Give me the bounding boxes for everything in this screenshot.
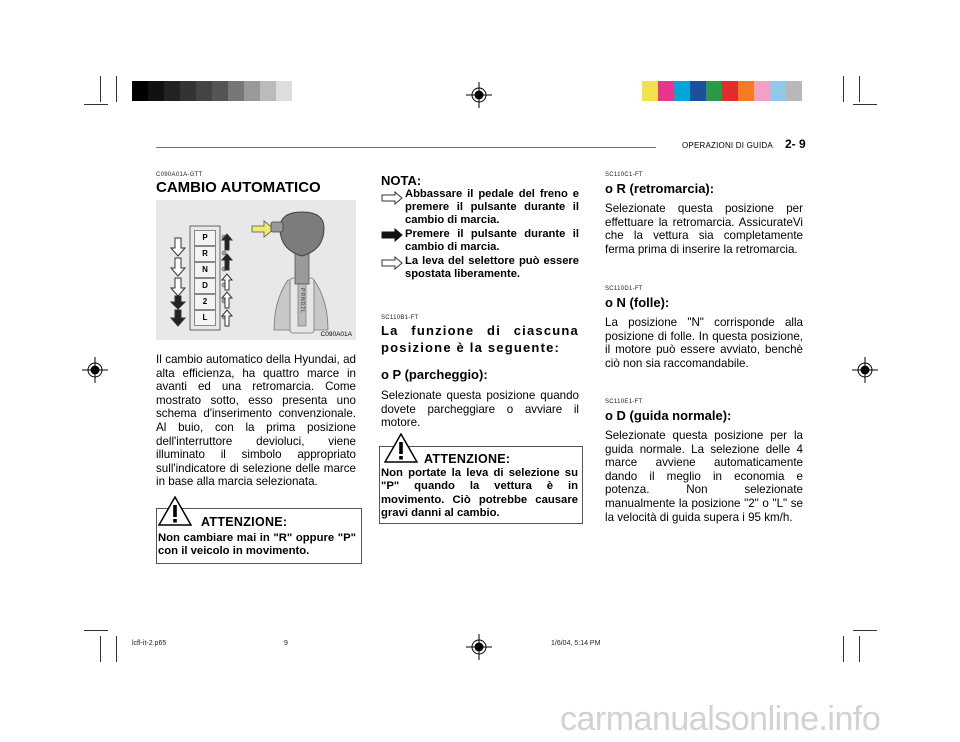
section-code: C090A01A-GTT	[156, 172, 203, 178]
calibration-swatch	[196, 81, 212, 101]
registration-mark-bottom-icon	[466, 634, 492, 660]
functions-title: La funzione di ciascuna posizione è la seguente:	[381, 323, 579, 355]
calibration-swatch	[658, 81, 674, 101]
section-title: CAMBIO AUTOMATICO	[156, 179, 321, 196]
calibration-swatch	[180, 81, 196, 101]
section-code: SC110E1-FT	[605, 399, 643, 405]
note-item-2: Premere il pulsante durante il cambio di marcia.	[405, 228, 579, 254]
calibration-swatch	[690, 81, 706, 101]
calibration-swatch	[706, 81, 722, 101]
grayscale-calibration-bar	[132, 81, 292, 101]
header-rule	[156, 147, 656, 148]
functions-section	[381, 315, 579, 430]
color-calibration-bar	[642, 81, 802, 101]
left-column	[156, 172, 356, 196]
outline-arrow-icon	[381, 191, 403, 205]
note-item-1: Abbassare il pedale del freno e premere il pulsante durante il cambio di marcia.	[405, 188, 579, 227]
calibration-swatch	[738, 81, 754, 101]
gear-cell: N	[194, 262, 216, 278]
figure-label: C090A01A	[320, 331, 352, 338]
gear-cell: P	[194, 230, 216, 246]
neutral-paragraph: La posizione "N" corrisponde alla posizione di folle. In questa posizione, il motore può essere avviato, benchè ciò non sia raccomandabile.	[605, 316, 803, 370]
note-item-3: La leva del selettore può essere spostata liberamente.	[405, 255, 579, 281]
calibration-swatch	[132, 81, 148, 101]
right-arrow-column	[222, 234, 232, 326]
drive-title: o D (guida normale):	[605, 408, 732, 423]
note-title: NOTA:	[381, 173, 422, 188]
reverse-title: o R (retromarcia):	[605, 181, 715, 196]
warning-triangle-icon	[158, 496, 192, 526]
section-code: SC110B1-FT	[381, 315, 419, 321]
lever-gear-text: PRND2L	[298, 288, 305, 314]
reverse-paragraph: Selezionate questa posizione per effettuare la retromarcia. AssicurateVi che la vettura sia completamente ferma prima di inserire la retromarcia.	[605, 202, 803, 256]
gear-selector-figure	[156, 200, 356, 340]
section-code: SC110D1-FT	[605, 286, 643, 292]
calibration-swatch	[754, 81, 770, 101]
calibration-swatch	[276, 81, 292, 101]
calibration-swatch	[770, 81, 786, 101]
warning-text: Non cambiare mai in "R" oppure "P" con il veicolo in movimento.	[158, 532, 356, 558]
warning-title: ATTENZIONE:	[201, 515, 288, 529]
calibration-swatch	[722, 81, 738, 101]
watermark: carmanualsonline.info	[560, 700, 881, 738]
gear-cell: L	[194, 310, 216, 326]
park-subtitle: o P (parcheggio):	[381, 367, 488, 382]
calibration-swatch	[228, 81, 244, 101]
calibration-swatch	[674, 81, 690, 101]
calibration-swatch	[260, 81, 276, 101]
left-paragraph: Il cambio automatico della Hyundai, ad alta efficienza, ha quattro marce in avanti ed una retromarcia. Come mostrato sotto, esso presenta uno schema d'inserimento convenzionale. Al buio, con la prima posizione dell'interruttore devioluci, viene illuminato il simbolo appropriato sull'indicatore di selezione delle marce in base alla marcia selezionata.	[156, 353, 356, 489]
warning-triangle-icon	[384, 433, 418, 463]
warning-text: Non portate la leva di selezione su "P" quando la vettura è in movimento. Ciò potrebbe causare gravi danni al cambio.	[381, 467, 578, 520]
calibration-swatch	[148, 81, 164, 101]
reverse-section	[605, 172, 803, 256]
footer-date: 1/6/04, 5:14 PM	[551, 640, 601, 647]
neutral-section	[605, 286, 803, 370]
registration-mark-top-icon	[466, 82, 492, 108]
outline-arrow-icon	[381, 256, 403, 270]
drive-section	[605, 399, 803, 524]
section-code: SC110C1-FT	[605, 172, 643, 178]
calibration-swatch	[244, 81, 260, 101]
registration-mark-right-icon	[852, 357, 878, 383]
neutral-title: o N (folle):	[605, 295, 670, 310]
gear-cell: D	[194, 278, 216, 294]
calibration-swatch	[212, 81, 228, 101]
middle-column	[381, 173, 579, 188]
calibration-swatch	[164, 81, 180, 101]
header-section-title: OPERAZIONI DI GUIDA	[682, 141, 773, 150]
park-paragraph: Selezionate questa posizione quando dovete parcheggiare o avviare il motore.	[381, 389, 579, 430]
footer-page: 9	[284, 640, 288, 647]
gear-selector-illustration	[156, 200, 356, 340]
header-page-number: 2- 9	[785, 137, 806, 151]
filled-arrow-icon	[381, 228, 403, 242]
warning-title: ATTENZIONE:	[424, 452, 511, 466]
calibration-swatch	[786, 81, 802, 101]
gear-cell: R	[194, 246, 216, 262]
gear-cell: 2	[194, 294, 216, 310]
left-arrow-column	[171, 238, 185, 326]
drive-paragraph: Selezionate questa posizione per la guida normale. La selezione delle 4 marce avviene automaticamente dando il meglio in economia e potenza. Non selezionate manualmente la posizione "2" o "L" se la velocità di guida supera i 95 km/h.	[605, 429, 803, 524]
footer-file: lcfl-it-2.p65	[132, 640, 167, 647]
registration-mark-left-icon	[82, 357, 108, 383]
calibration-swatch	[642, 81, 658, 101]
